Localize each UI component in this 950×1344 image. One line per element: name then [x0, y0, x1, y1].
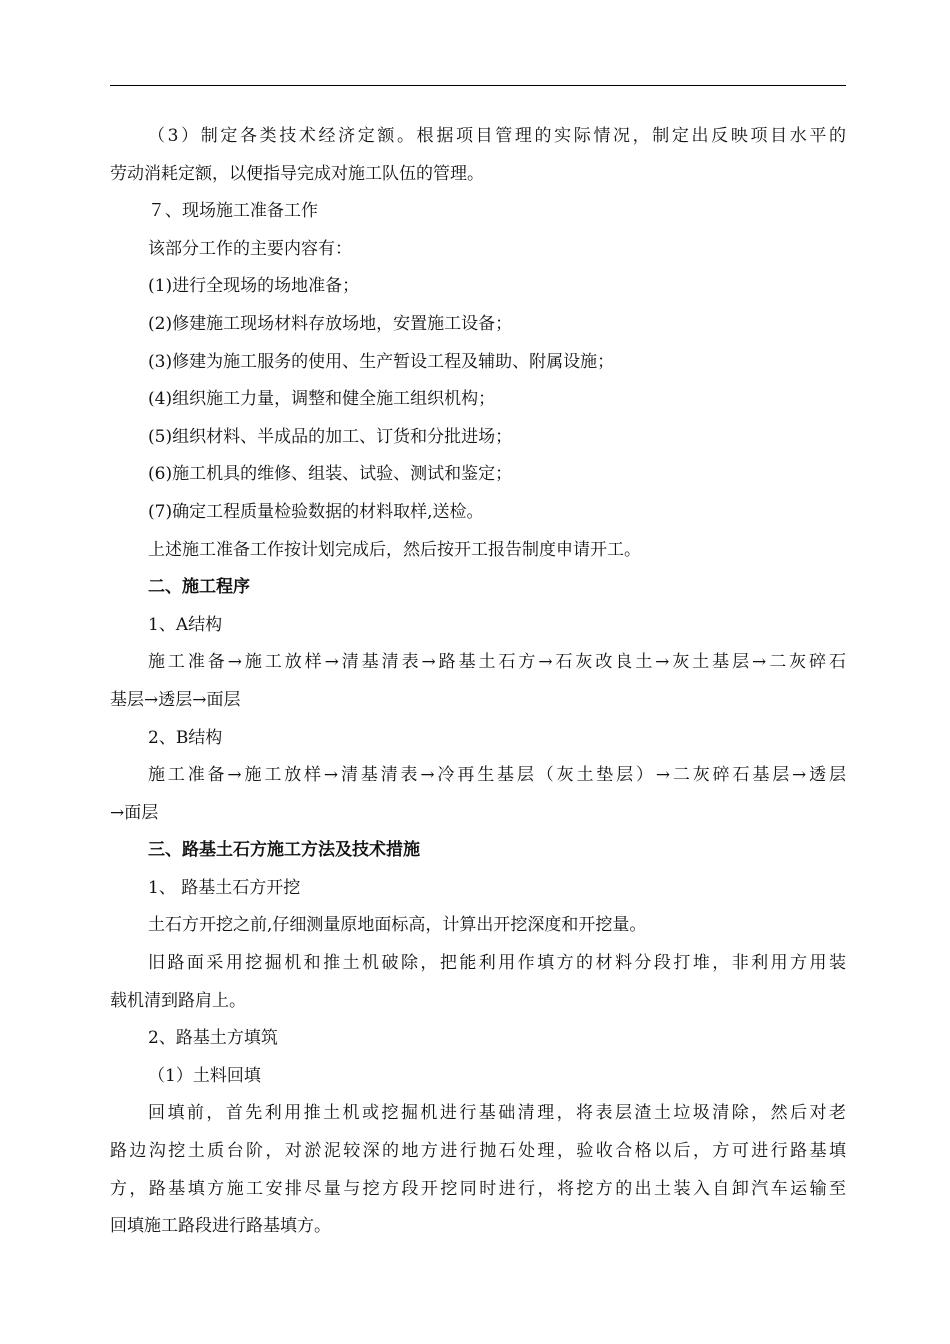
paragraph-line: 2、路基土方填筑 — [148, 1028, 278, 1049]
paragraph-line: (4)组织施工力量，调整和健全施工组织机构； — [148, 389, 496, 410]
paragraph-line: （1）土料回填 — [148, 1065, 261, 1086]
paragraph-line: 施工准备→施工放样→清基清表→冷再生基层（灰土垫层）→二灰碎石基层→透层 — [148, 765, 846, 786]
paragraph-line: (1)进行全现场的场地准备； — [148, 276, 360, 297]
paragraph-line: (6)施工机具的维修、组装、试验、测试和鉴定； — [148, 464, 513, 485]
section-heading: 三、路基土石方施工方法及技术措施 — [148, 840, 420, 861]
section-heading: 二、施工程序 — [148, 577, 250, 598]
paragraph-line: (3)修建为施工服务的使用、生产暂设工程及辅助、附属设施； — [148, 351, 615, 372]
paragraph-line: 土石方开挖之前,仔细测量原地面标高，计算出开挖深度和开挖量。 — [148, 915, 647, 936]
paragraph-line: 旧路面采用挖掘机和推土机破除，把能利用作填方的材料分段打堆，非利用方用装 — [148, 953, 846, 974]
paragraph-line: ７、现场施工准备工作 — [148, 201, 318, 222]
paragraph-line: 劳动消耗定额，以便指导完成对施工队伍的管理。 — [110, 163, 484, 184]
paragraph-line: (7)确定工程质量检验数据的材料取样,送检。 — [148, 501, 484, 522]
paragraph-line: →面层 — [110, 802, 159, 823]
paragraph-line: (5)组织材料、半成品的加工、订货和分批进场； — [148, 426, 513, 447]
paragraph-line: (2)修建施工现场材料存放场地，安置施工设备； — [148, 313, 513, 334]
paragraph-line: 方，路基填方施工安排尽量与挖方段开挖同时进行，将挖方的出土装入自卸汽车运输至 — [110, 1178, 846, 1199]
paragraph-line: 载机清到路肩上。 — [110, 990, 246, 1011]
paragraph-line: 施工准备→施工放样→清基清表→路基土石方→石灰改良土→灰土基层→二灰碎石 — [148, 652, 846, 673]
paragraph-line: 基层→透层→面层 — [110, 689, 241, 710]
document-body — [110, 118, 846, 1246]
paragraph-line: 该部分工作的主要内容有： — [148, 238, 352, 259]
paragraph-line: 上述施工准备工作按计划完成后，然后按开工报告制度申请开工。 — [148, 539, 641, 560]
header-rule — [110, 85, 846, 86]
paragraph-line: 2、B结构 — [148, 727, 223, 748]
paragraph-line: 1、 路基土石方开挖 — [148, 877, 301, 898]
paragraph-line: 回填前，首先利用推土机或挖掘机进行基础清理，将表层渣土垃圾清除，然后对老 — [148, 1103, 846, 1124]
paragraph-line: 路边沟挖土质台阶，对淤泥较深的地方进行抛石处理，验收合格以后，方可进行路基填 — [110, 1141, 846, 1162]
paragraph-line: 回填施工路段进行路基填方。 — [110, 1216, 331, 1237]
paragraph-line: （3）制定各类技术经济定额。根据项目管理的实际情况，制定出反映项目水平的 — [148, 126, 846, 146]
paragraph-line: 1、A结构 — [148, 614, 223, 635]
